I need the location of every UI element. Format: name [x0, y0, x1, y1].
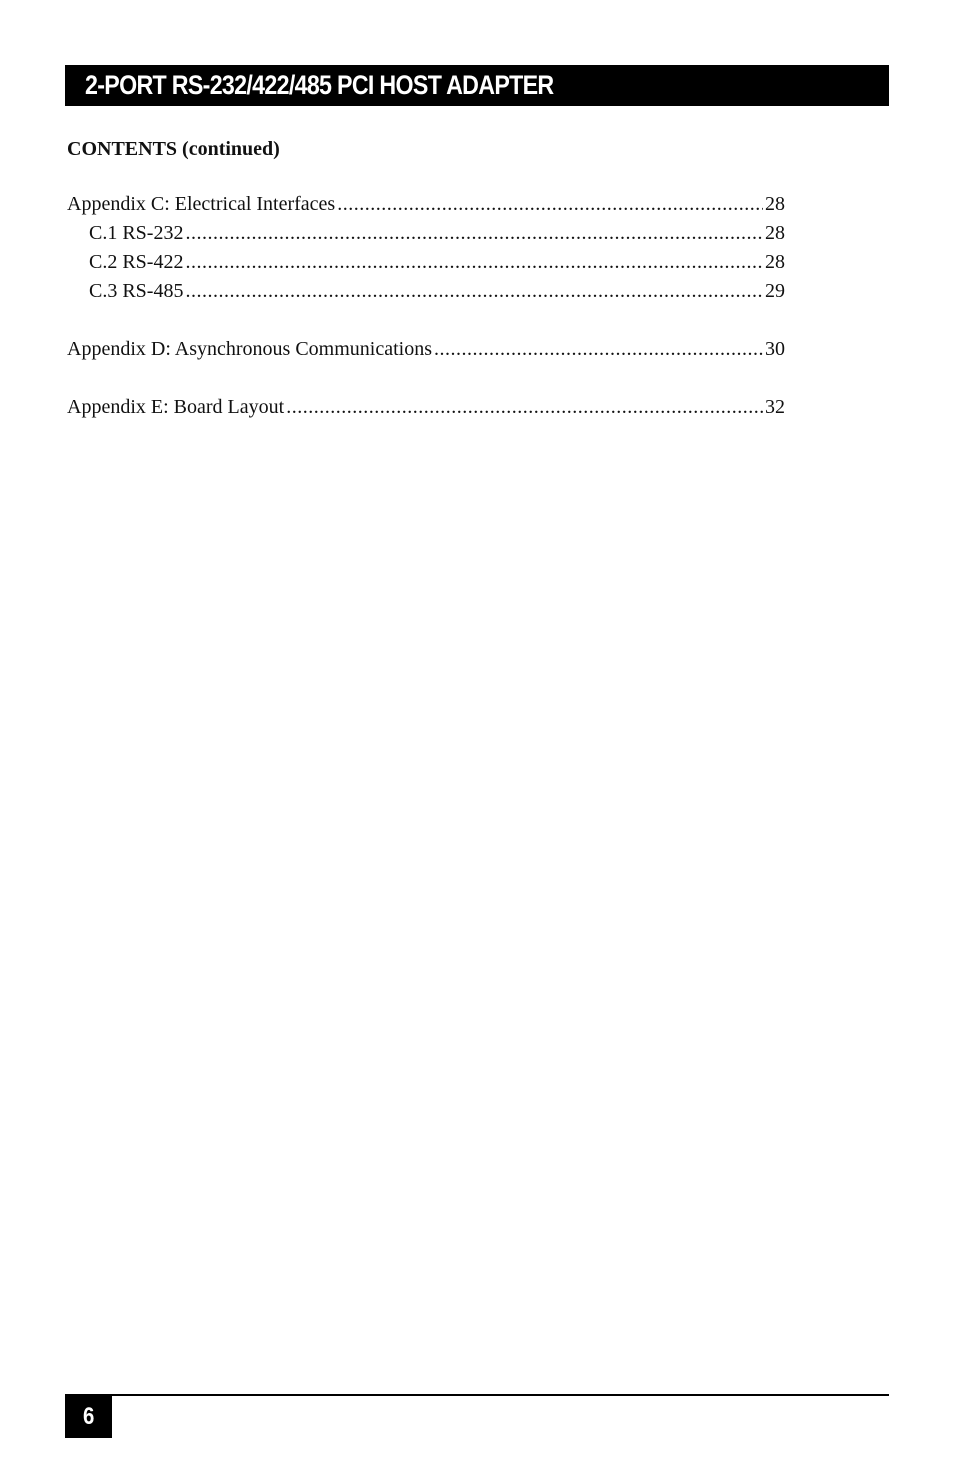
- toc-entry-c2[interactable]: [67, 248, 785, 277]
- toc-entry-label: Appendix E: Board Layout: [67, 396, 285, 418]
- toc-entry-appendix-d[interactable]: [67, 335, 785, 364]
- table-of-contents: [67, 190, 785, 422]
- dot-leader: [185, 248, 763, 277]
- toc-entry-label: Appendix C: Electrical Interfaces: [67, 193, 336, 215]
- dot-leader: [434, 335, 763, 364]
- toc-entry-label: C.3 RS-485: [89, 280, 184, 302]
- toc-entry-appendix-c[interactable]: [67, 190, 785, 219]
- page-number: 6: [82, 1403, 95, 1430]
- toc-entry-page: 28: [765, 251, 785, 273]
- contents-heading: CONTENTS (continued): [67, 138, 280, 160]
- footer-rule: [65, 1394, 889, 1396]
- document-title: 2-PORT RS-232/422/485 PCI HOST ADAPTER: [85, 70, 554, 100]
- dot-leader: [337, 190, 763, 219]
- dot-leader: [185, 219, 763, 248]
- toc-entry-page: 29: [765, 280, 785, 302]
- toc-entry-c3[interactable]: [67, 277, 785, 306]
- toc-entry-c1[interactable]: [67, 219, 785, 248]
- toc-entry-appendix-e[interactable]: [67, 393, 785, 422]
- toc-entry-page: 28: [765, 222, 785, 244]
- header-bar: [65, 65, 889, 106]
- page-number-box: [65, 1396, 112, 1438]
- toc-entry-label: C.1 RS-232: [89, 222, 184, 244]
- dot-leader: [286, 393, 763, 422]
- toc-entry-label: C.2 RS-422: [89, 251, 184, 273]
- dot-leader: [185, 277, 763, 306]
- toc-entry-label: Appendix D: Asynchronous Communications: [67, 338, 432, 360]
- toc-entry-page: 28: [765, 193, 785, 215]
- toc-entry-page: 32: [765, 396, 785, 418]
- toc-entry-page: 30: [765, 338, 785, 360]
